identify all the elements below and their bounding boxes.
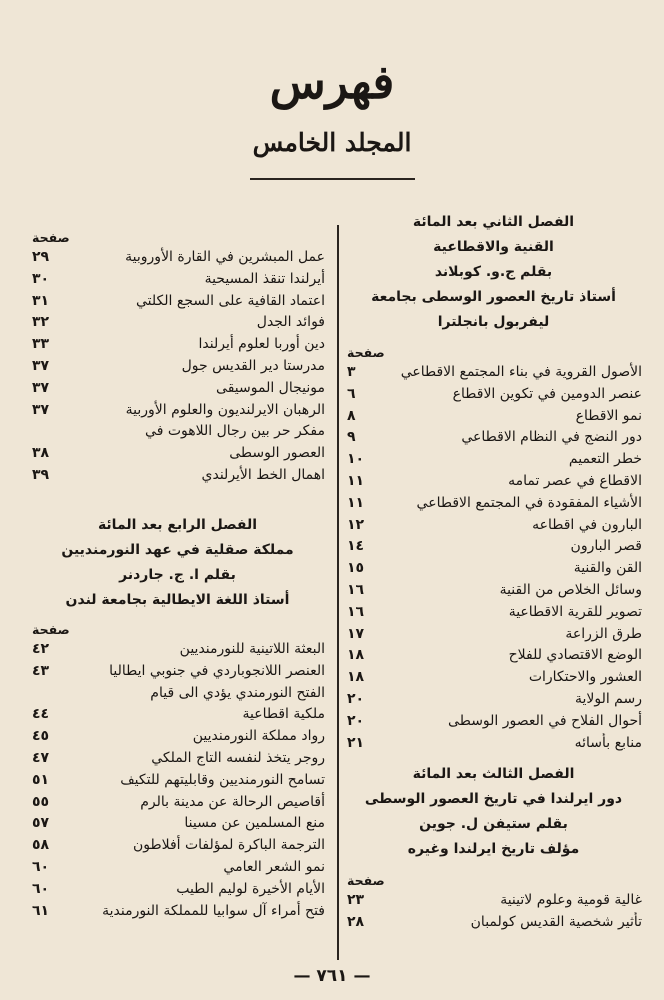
toc-entry-title: اعتماد القافية على السجع الكلتي — [136, 292, 325, 309]
toc-entry — [345, 471, 642, 493]
toc-entry-title: خطر التعميم — [568, 451, 642, 468]
toc-entry-title: الفتح النورمندي يؤدي الى قيام — [150, 684, 325, 701]
toc-entry-page: ٣٩ — [32, 466, 50, 483]
toc-entry — [30, 879, 325, 901]
toc-entry — [30, 813, 325, 835]
toc-entry-title: تأثير شخصية القديس كولمبان — [470, 913, 642, 930]
chapter-heading-line: بقلم ستيفن ل. جوين — [419, 816, 568, 832]
toc-entry — [30, 312, 325, 334]
toc-entry-title: اهمال الخط الأيرلندي — [201, 466, 325, 483]
toc-entry-page: ٩ — [347, 429, 356, 446]
toc-entry-title: الأشياء المفقودة في المجتمع الاقطاعي — [416, 494, 642, 511]
toc-entry-page: ٥٥ — [32, 793, 50, 810]
toc-entry-page: ٣١ — [32, 292, 50, 309]
chapter-heading-line: بقلم ج.و. كوبلاند — [434, 264, 553, 280]
toc-entry-page: ١٦ — [347, 581, 365, 598]
toc-entry-page: ٦٠ — [32, 858, 50, 875]
toc-entry-page: ١١ — [347, 472, 365, 489]
toc-entry-title: نمو الاقطاع — [575, 407, 642, 424]
toc-entry — [345, 362, 642, 384]
page-column-header: صفحة — [32, 622, 70, 637]
chapter-104-heading — [30, 513, 325, 613]
toc-entry-title: طرق الزراعة — [565, 625, 642, 642]
chapter-heading-line: الفصل الرابع بعد المائة — [97, 517, 258, 533]
toc-entry-title: مدرستا دير القديس جول — [181, 357, 325, 374]
toc-entry-title: منابع بأسائه — [574, 734, 642, 751]
chapter-104-entries — [30, 621, 325, 922]
toc-entry — [345, 536, 642, 558]
column-divider — [337, 225, 339, 960]
toc-entry-title: عنصر الدومين في تكوين الاقطاع — [452, 385, 642, 402]
page-number: — ٧٦١ — — [293, 966, 371, 986]
toc-entry-title: نمو الشعر العامي — [223, 858, 325, 875]
toc-entry — [30, 465, 325, 487]
toc-entry-title: الرهبان الايرلنديون والعلوم الأوربية — [125, 401, 325, 418]
toc-entry — [345, 890, 642, 912]
chapter-102-entries — [345, 344, 642, 754]
toc-entry-page: ٥٧ — [32, 815, 50, 832]
toc-entry — [345, 406, 642, 428]
toc-entry — [30, 835, 325, 857]
toc-entry-title: فوائد الجدل — [256, 314, 325, 331]
toc-entry — [345, 558, 642, 580]
toc-entry-title: فتح أمراء آل سوابيا للمملكة النورمندية — [102, 902, 325, 919]
toc-entry-page: ٣٧ — [32, 379, 50, 396]
toc-entry-page: ٣٠ — [32, 270, 50, 287]
toc-entry-page: ١٧ — [347, 625, 365, 642]
toc-entry-page: ٣٢ — [32, 314, 50, 331]
toc-entry-title: منع المسلمين عن مسينا — [184, 815, 325, 832]
toc-entry-title: مفكر حر بين رجال اللاهوت في — [145, 423, 325, 440]
toc-entry — [345, 733, 642, 755]
toc-entry-title: تسامح النورمنديين وقابليتهم للتكيف — [120, 771, 325, 788]
chapter-102-heading — [345, 210, 642, 335]
toc-entry — [345, 602, 642, 624]
toc-entry — [345, 667, 642, 689]
toc-entry-title: القن والقنية — [573, 560, 642, 577]
toc-entry-page: ٢٠ — [347, 712, 365, 729]
chapter-103-continued — [30, 229, 325, 487]
toc-entry-page: ١٤ — [347, 538, 365, 555]
page-column-header: صفحة — [32, 230, 70, 245]
toc-entry — [30, 421, 325, 443]
toc-entry-page: ٤٣ — [32, 662, 50, 679]
toc-entry-title: دين أوربا لعلوم أيرلندا — [198, 336, 325, 353]
toc-entry-title: البارون في اقطاعه — [532, 516, 642, 533]
chapter-heading-line: دور ايرلندا في تاريخ العصور الوسطى — [364, 791, 623, 807]
chapter-heading-line: مملكة صقلية في عهد النورمنديين — [61, 542, 294, 558]
toc-entry-page: ٢٠ — [347, 690, 365, 707]
toc-entry-page: ٥١ — [32, 771, 50, 788]
toc-entry-title: العصور الوسطى — [229, 445, 325, 462]
chapter-heading-line: أستاذ اللغة الايطالية بجامعة لندن — [65, 592, 290, 608]
toc-entry-title: البعثة اللاتينية للنورمنديين — [179, 641, 325, 657]
toc-entry-page: ٣٧ — [32, 401, 50, 418]
toc-entry-title: تصوير للقرية الاقطاعية — [508, 603, 642, 620]
toc-entry — [345, 912, 642, 934]
toc-entry-page: ٦٠ — [32, 880, 50, 897]
toc-entry — [30, 726, 325, 748]
toc-entry-page: ١٦ — [347, 603, 365, 620]
toc-entry-page: ٦ — [347, 385, 356, 402]
toc-entry — [30, 748, 325, 770]
toc-list — [30, 247, 325, 487]
toc-entry-page: ٤٢ — [32, 641, 50, 657]
toc-entry — [30, 792, 325, 814]
toc-entry — [345, 493, 642, 515]
toc-entry — [30, 704, 325, 726]
toc-entry-title: رواد مملكة النورمنديين — [192, 728, 325, 745]
toc-entry-page: ١٢ — [347, 516, 365, 533]
toc-entry-page: ٣ — [347, 364, 356, 380]
toc-entry — [30, 857, 325, 879]
toc-entry-page: ٤٥ — [32, 728, 50, 745]
toc-entry-page: ٢١ — [347, 734, 365, 751]
toc-entry — [345, 711, 642, 733]
toc-entry — [30, 683, 325, 705]
toc-entry-page: ٤٤ — [32, 706, 50, 723]
chapter-heading-line: الفصل الثالث بعد المائة — [412, 766, 575, 782]
toc-entry — [30, 291, 325, 313]
toc-entry-page: ١١ — [347, 494, 365, 511]
toc-entry-title: رسم الولاية — [574, 690, 642, 707]
toc-entry-page: ١٥ — [347, 560, 365, 577]
toc-entry-page: ٢٩ — [32, 249, 50, 265]
toc-entry-title: وسائل الخلاص من القنية — [499, 581, 642, 598]
toc-entry-title: العشور والاحتكارات — [528, 669, 642, 686]
toc-entry-title: مونيجال الموسيقى — [216, 379, 325, 396]
toc-entry — [30, 247, 325, 269]
toc-entry — [30, 443, 325, 465]
toc-entry — [30, 378, 325, 400]
toc-entry-title: الترجمة الباكرة لمؤلفات أفلاطون — [132, 837, 325, 854]
toc-entry-title: أحوال الفلاح في العصور الوسطى — [448, 712, 642, 729]
toc-entry — [345, 427, 642, 449]
toc-entry — [345, 689, 642, 711]
toc-entry-title: قصر البارون — [570, 538, 642, 555]
page-column-header: صفحة — [347, 345, 385, 360]
chapter-heading-line: القنية والاقطاعية — [433, 239, 554, 255]
toc-entry-title: غالية قومية وعلوم لاتينية — [500, 892, 642, 908]
toc-list — [345, 890, 642, 934]
toc-entry-title: روجر يتخذ لنفسه التاج الملكي — [151, 749, 325, 766]
toc-entry — [30, 356, 325, 378]
toc-entry-title: عمل المبشرين في القارة الأوروبية — [125, 249, 325, 265]
toc-entry-title: أقاصيص الرحالة عن مدينة بالرم — [140, 793, 325, 810]
toc-entry-page: ٣٣ — [32, 336, 50, 353]
toc-entry — [345, 515, 642, 537]
toc-entry — [345, 645, 642, 667]
toc-entry — [30, 901, 325, 923]
toc-entry-page: ٥٨ — [32, 837, 50, 854]
toc-entry — [30, 770, 325, 792]
toc-entry-page: ٢٨ — [347, 913, 365, 930]
toc-entry — [30, 334, 325, 356]
toc-entry-page: ٤٧ — [32, 749, 50, 766]
page-column-header: صفحة — [347, 873, 385, 888]
chapter-heading-line: مؤلف تاريخ ايرلندا وغيره — [407, 841, 580, 857]
toc-entry-title: الأصول القروية في بناء المجتمع الاقطاعي — [400, 364, 642, 380]
toc-entry-title: الاقطاع في عصر تمامه — [508, 472, 642, 489]
toc-entry-title: دور النضج في النظام الاقطاعي — [461, 429, 642, 446]
toc-entry — [345, 449, 642, 471]
toc-entry-page: ٢٣ — [347, 892, 365, 908]
toc-list — [30, 639, 325, 922]
chapter-heading-line: أستاذ تاريخ العصور الوسطى بجامعة — [371, 289, 616, 305]
toc-entry — [345, 624, 642, 646]
toc-entry-page: ١٠ — [347, 451, 365, 468]
chapter-103-heading — [345, 762, 642, 862]
toc-entry-title: أيرلندا تنقذ المسيحية — [204, 270, 325, 287]
toc-entry — [30, 269, 325, 291]
chapter-heading-line: بقلم ا. ج. جاردنر — [119, 567, 236, 583]
toc-entry-title: ملكية اقطاعية — [242, 706, 325, 723]
toc-entry — [345, 580, 642, 602]
toc-entry-page: ١٨ — [347, 647, 365, 664]
toc-entry — [30, 400, 325, 422]
toc-entry-page: ١٨ — [347, 669, 365, 686]
subtitle-underline — [250, 178, 415, 180]
toc-entry-title: الوضع الاقتصادي للفلاح — [508, 647, 642, 664]
chapter-103-entries — [345, 872, 642, 934]
page-title: فهرس — [269, 55, 395, 109]
toc-entry-page: ٣٨ — [32, 445, 50, 462]
chapter-heading-line: الفصل الثاني بعد المائة — [412, 214, 575, 230]
toc-entry-page: ٣٧ — [32, 357, 50, 374]
toc-entry-page: ٦١ — [32, 902, 50, 919]
toc-entry-title: الأيام الأخيرة لوليم الطيب — [176, 880, 325, 897]
chapter-heading-line: ليفربول بانجلترا — [437, 314, 550, 330]
toc-entry — [345, 384, 642, 406]
toc-list — [345, 362, 642, 754]
toc-entry — [30, 661, 325, 683]
toc-entry-title: العنصر اللانجوباردي في جنوبي ايطاليا — [109, 662, 325, 679]
volume-subtitle: المجلد الخامس — [252, 128, 412, 157]
toc-entry — [30, 639, 325, 661]
toc-entry-page: ٨ — [347, 407, 356, 424]
